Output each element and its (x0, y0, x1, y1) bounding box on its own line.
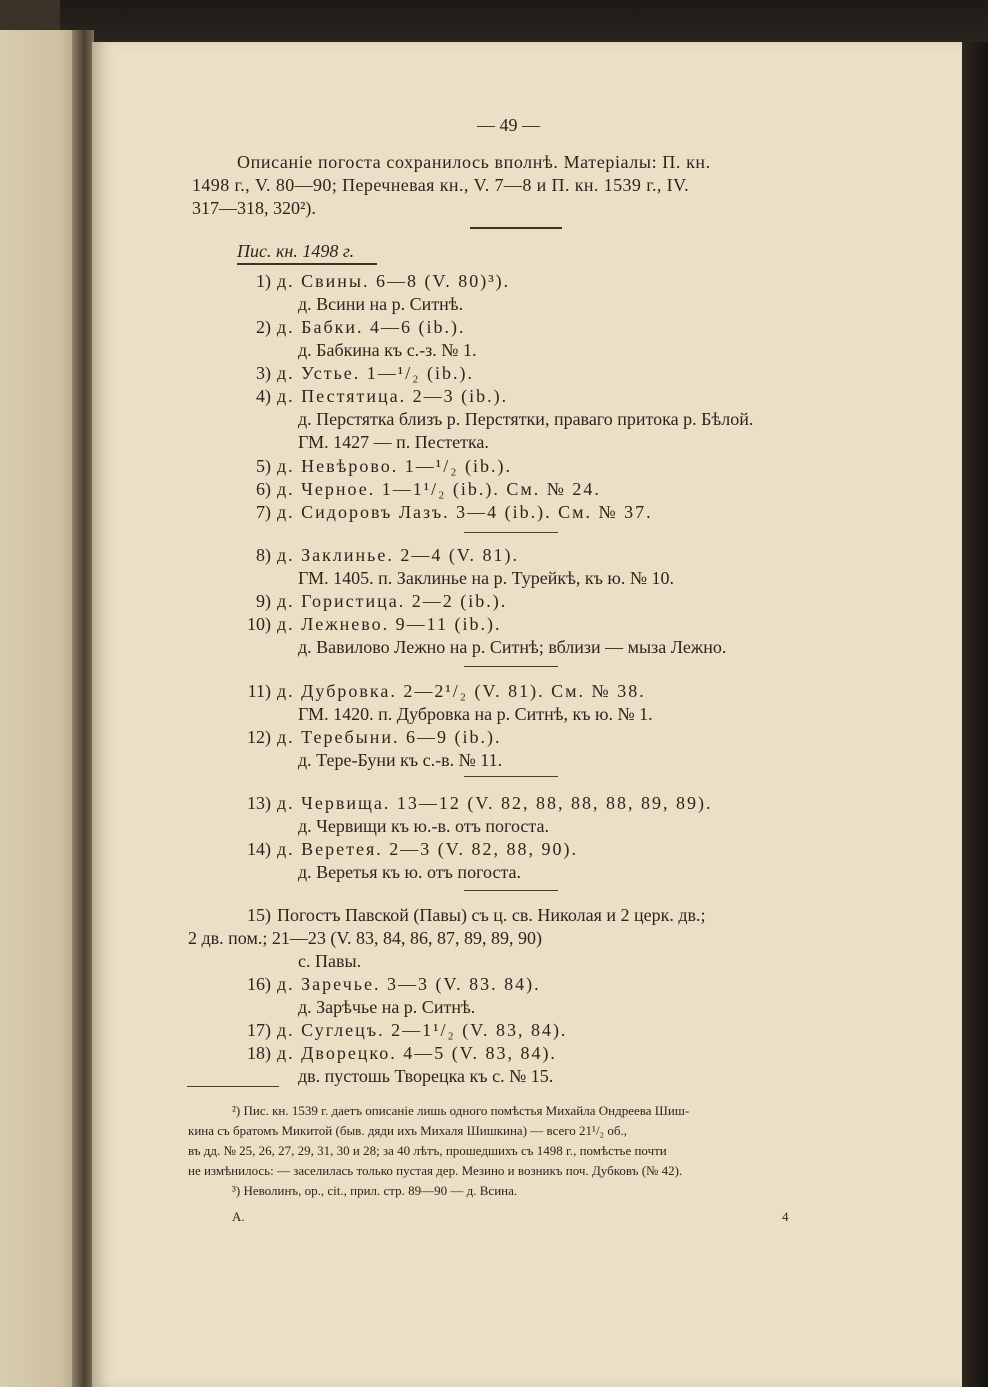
entry-text: д. Заречье. 3—3 (V. 83. 84). (277, 974, 541, 994)
signature-mark-left: А. (232, 1209, 245, 1224)
entry-15 (231, 904, 706, 926)
right-page-edge (962, 42, 988, 1387)
separator-rule (470, 227, 562, 229)
entry-text: д. Гористица. 2—2 (ib.). (277, 591, 508, 611)
intro-line-3: 317—318, 320²). (192, 198, 316, 218)
footnote-2-line-1: ²) Пис. кн. 1539 г. даетъ описаніе лишь одного помѣстья Михайла Ондреева Шиш- (232, 1103, 690, 1118)
entry-5 (231, 455, 512, 477)
entry-8 (231, 544, 519, 566)
entry-text: д. Дубровка. 2—2¹/₂ (V. 81). См. № 38. (277, 681, 646, 701)
entry-2 (231, 316, 466, 338)
entry-number: 13) (247, 793, 271, 813)
page-number: — 49 — (477, 115, 540, 135)
entry-7 (231, 501, 653, 523)
group-separator (464, 776, 558, 777)
footnote-2-line-4: не измѣнилось: — заселилась только пустая дер. Мезино и возникъ поч. Дубковъ (№ 42). (188, 1163, 683, 1178)
entry-number: 14) (247, 839, 271, 859)
entry-number: 17) (247, 1020, 271, 1040)
footnote-2-line-3: въ дд. № 25, 26, 27, 29, 31, 30 и 28; за 40 лѣтъ, прошедшихъ съ 1498 г., помѣстье почти (188, 1143, 667, 1158)
entry-12 (231, 726, 501, 748)
entry-6 (231, 478, 601, 500)
entry-11-note: ГМ. 1420. п. Дубровка на р. Ситнѣ, къ ю. № 1. (298, 704, 653, 724)
entry-4 (231, 385, 508, 407)
footnote-rule (187, 1086, 279, 1087)
entry-number: 4) (256, 386, 271, 406)
entry-17 (231, 1019, 567, 1041)
entry-2-note: д. Бабкина къ с.-з. № 1. (298, 340, 477, 360)
entry-text: д. Бабки. 4—6 (ib.). (277, 317, 466, 337)
entry-number: 3) (256, 363, 271, 383)
entry-text: д. Пестятица. 2—3 (ib.). (277, 386, 509, 406)
entry-number: 5) (256, 456, 271, 476)
signature-mark-right: 4 (782, 1209, 789, 1224)
group-separator (464, 666, 558, 667)
entry-number: 12) (247, 727, 271, 747)
entry-8-note: ГМ. 1405. п. Заклинье на р. Турейкѣ, къ ю. № 10. (298, 568, 675, 588)
entry-number: 8) (256, 545, 271, 565)
entry-3 (231, 362, 474, 384)
entry-text: д. Черное. 1—1¹/₂ (ib.). См. № 24. (277, 479, 601, 499)
entry-text: д. Лежнево. 9—11 (ib.). (277, 614, 502, 634)
entry-14 (231, 838, 578, 860)
entry-16-note: д. Зарѣчье на р. Ситнѣ. (298, 997, 476, 1017)
entry-18 (231, 1042, 557, 1064)
entry-number: 9) (256, 591, 271, 611)
entry-text: д. Суглецъ. 2—1¹/₂ (V. 83, 84). (277, 1020, 568, 1040)
entry-number: 18) (247, 1043, 271, 1063)
entry-4-note: д. Перстятка близъ р. Перстятки, праваго притока р. Бѣлой. (298, 409, 754, 429)
entry-11 (231, 680, 646, 702)
entry-1 (231, 270, 510, 292)
entry-text: Погостъ Павской (Павы) съ ц. св. Николая и 2 церк. дв.; (277, 905, 706, 925)
group-separator (464, 890, 558, 891)
entry-15-note: с. Павы. (298, 951, 362, 971)
entry-12-note: д. Тере-Буни къ с.-в. № 11. (298, 750, 503, 770)
entry-text: д. Дворецко. 4—5 (V. 83, 84). (277, 1043, 557, 1063)
heading-underline (237, 263, 377, 265)
entry-number: 15) (247, 905, 271, 925)
entry-text: д. Заклинье. 2—4 (V. 81). (277, 545, 520, 565)
entry-number: 10) (247, 614, 271, 634)
entry-text: д. Свины. 6—8 (V. 80)³). (277, 271, 511, 291)
footnote-2-line-2: кина съ братомъ Микитой (быв. дяди ихъ Михаля Шишкина) — всего 21¹/₂ об., (188, 1123, 627, 1138)
intro-line-1: Описаніе погоста сохранилось вполнѣ. Матеріалы: П. кн. (237, 152, 711, 172)
entry-text: д. Невѣрово. 1—¹/₂ (ib.). (277, 456, 512, 476)
entry-13 (231, 792, 713, 814)
entry-number: 6) (256, 479, 271, 499)
entry-1-note: д. Всини на р. Ситнѣ. (298, 294, 464, 314)
entry-number: 2) (256, 317, 271, 337)
entry-number: 11) (247, 681, 271, 701)
book-cover-top (60, 0, 988, 48)
entry-18-note: дв. пустошь Творецка къ с. № 15. (298, 1066, 554, 1086)
group-separator (464, 532, 558, 533)
entry-16 (231, 973, 541, 995)
entry-14-note: д. Веретья къ ю. отъ погоста. (298, 862, 522, 882)
entry-4-note-2: ГМ. 1427 — п. Пестетка. (298, 432, 489, 452)
entry-text: д. Теребыни. 6—9 (ib.). (277, 727, 502, 747)
entry-text: д. Устье. 1—¹/₂ (ib.). (277, 363, 474, 383)
entry-number: 7) (256, 502, 271, 522)
entry-text: д. Веретея. 2—3 (V. 82, 88, 90). (277, 839, 578, 859)
entry-10-note: д. Вавилово Лежно на р. Ситнѣ; вблизи — мыза Лежно. (298, 637, 727, 657)
section-heading: Пис. кн. 1498 г. (237, 241, 355, 261)
entry-9 (231, 590, 507, 612)
entry-number: 16) (247, 974, 271, 994)
book-gutter (72, 30, 94, 1387)
entry-15-continuation: 2 дв. пом.; 21—23 (V. 83, 84, 86, 87, 89, 89, 90) (188, 928, 543, 948)
entry-text: д. Сидоровъ Лазъ. 3—4 (ib.). См. № 37. (277, 502, 653, 522)
footnote-3: ³) Неволинъ, ор., cit., прил. стр. 89—90 — д. Всина. (232, 1183, 518, 1198)
entry-text: д. Червища. 13—12 (V. 82, 88, 88, 88, 89, 89). (277, 793, 713, 813)
entry-13-note: д. Червищи къ ю.-в. отъ погоста. (298, 816, 549, 836)
intro-line-2: 1498 г., V. 80—90; Перечневая кн., V. 7—8 и П. кн. 1539 г., IV. (192, 175, 690, 195)
entry-10 (231, 613, 502, 635)
entry-number: 1) (256, 271, 271, 291)
